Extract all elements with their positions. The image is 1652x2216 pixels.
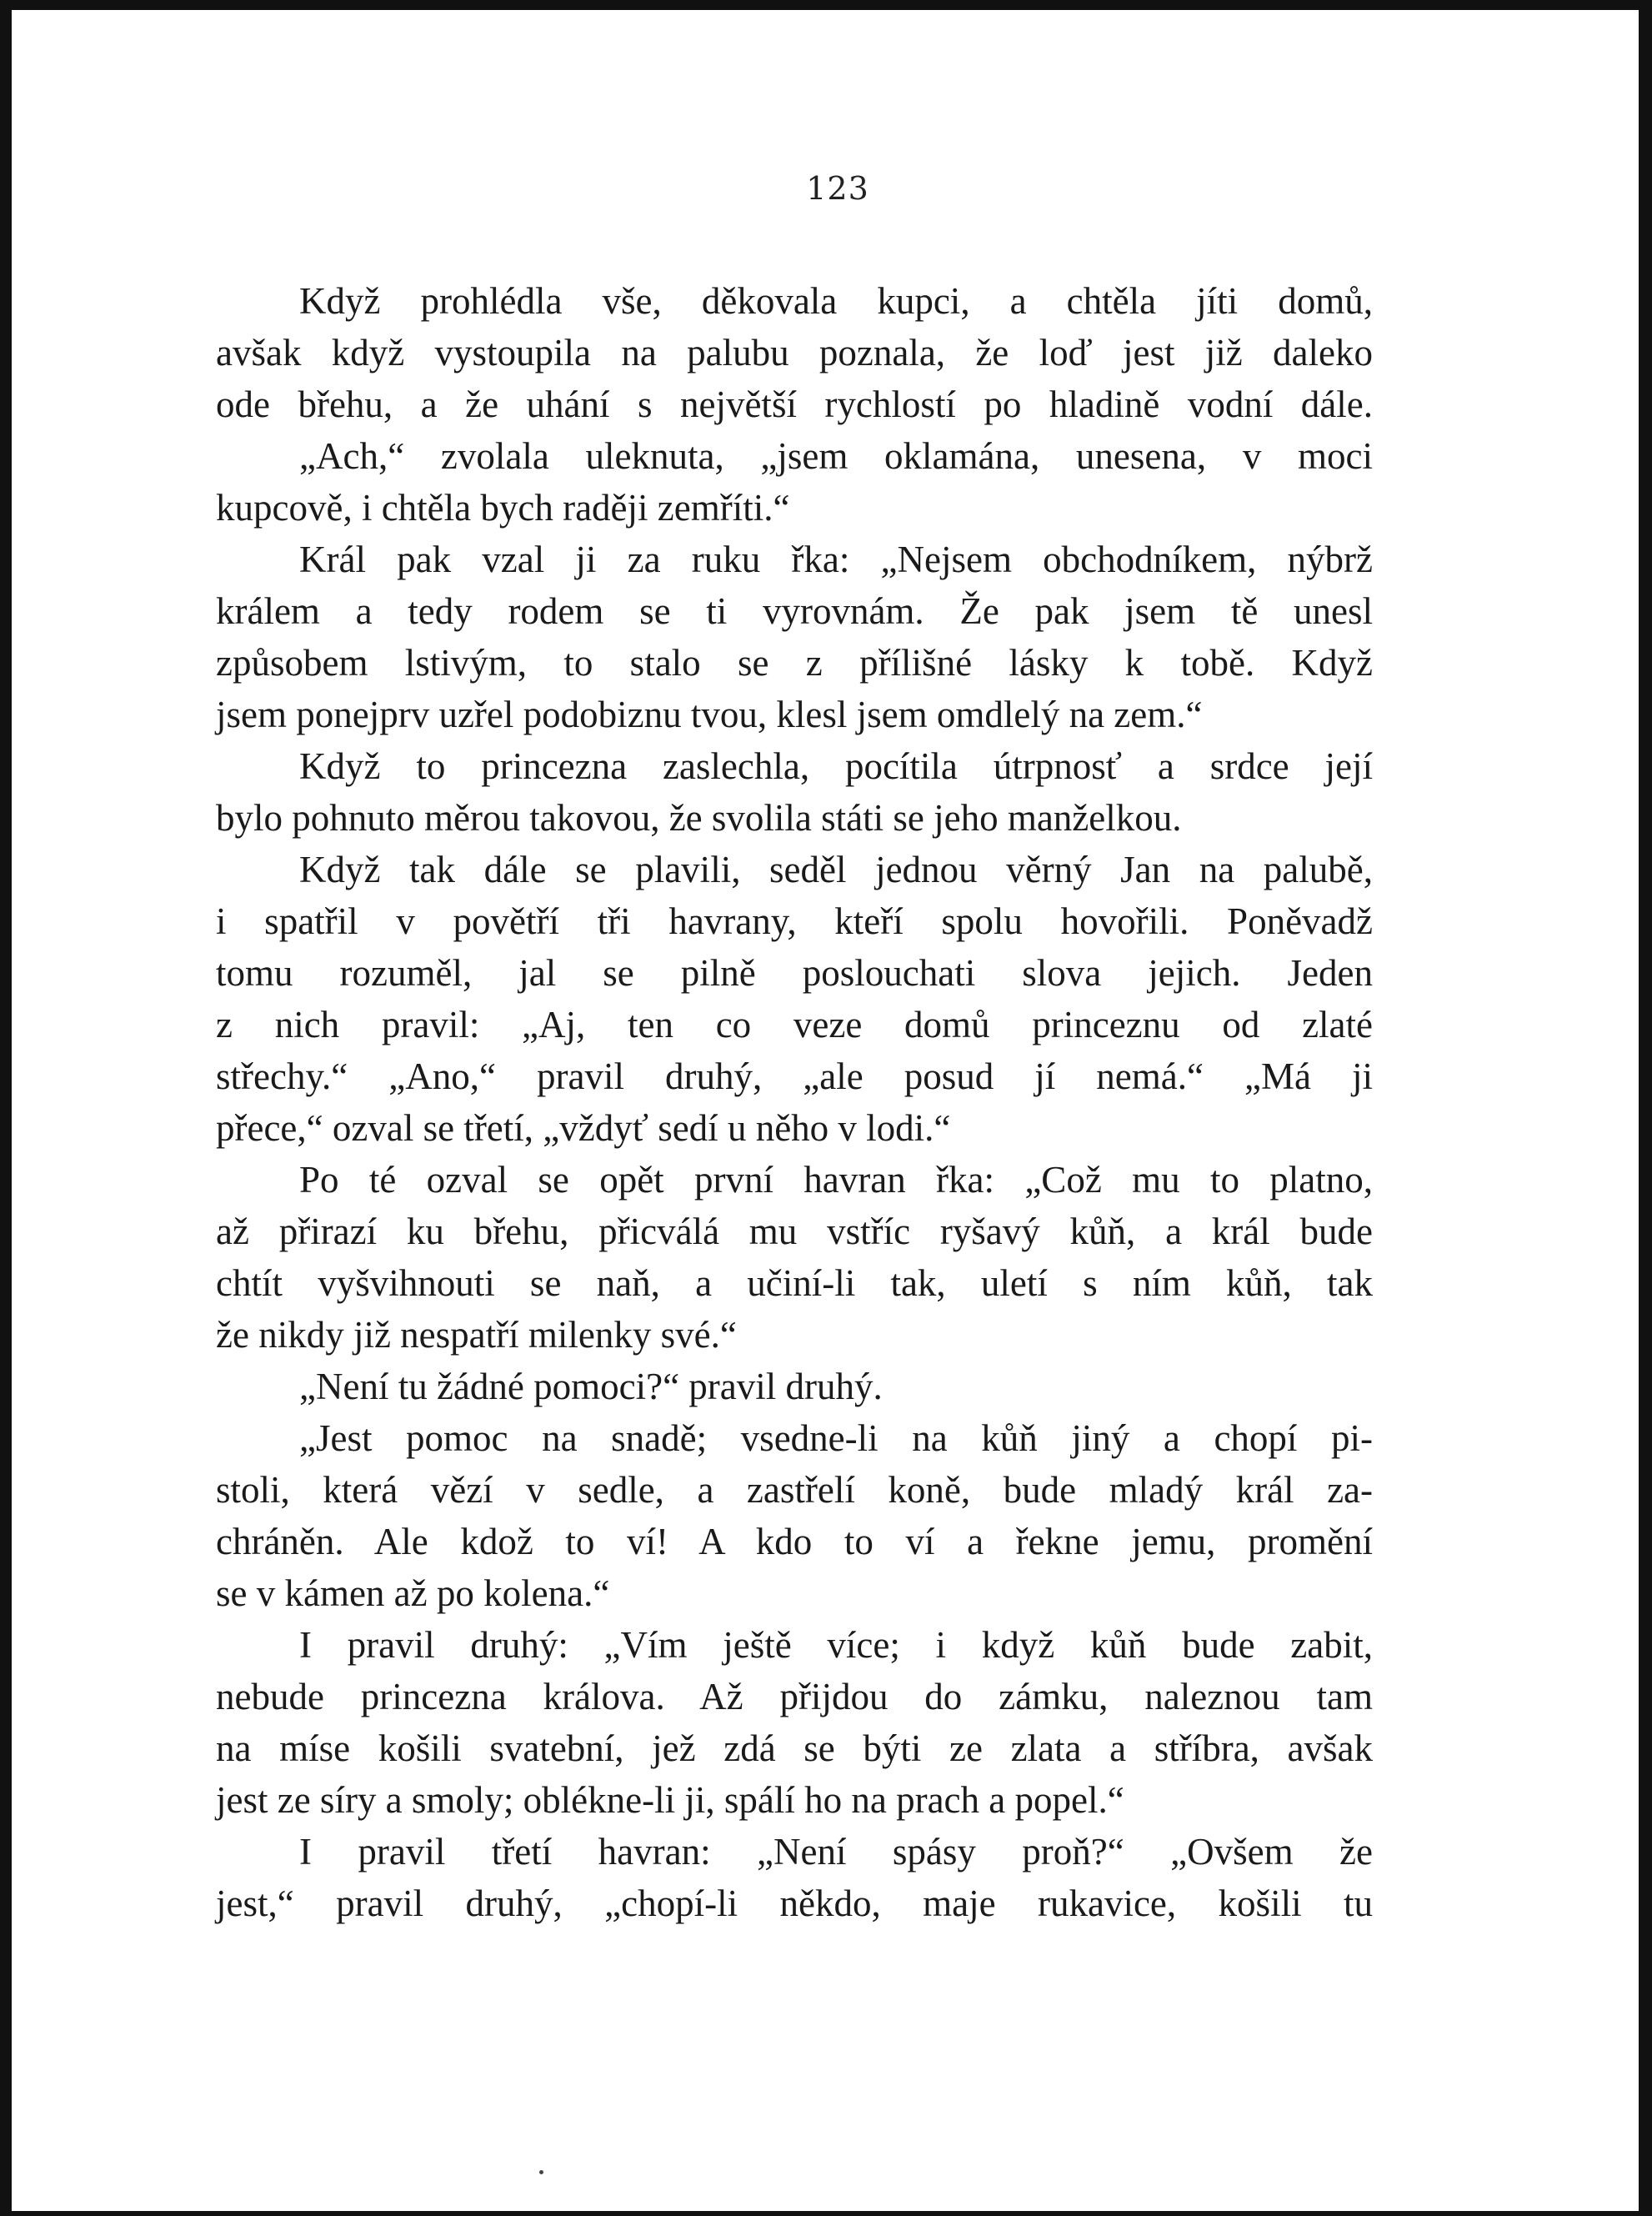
text-line: tomu rozuměl, jal se pilně poslouchati slova jejich. Jeden [216,952,1373,994]
text-line: se v kámen až po kolena.“ [216,1572,610,1614]
text-line: I pravil třetí havran: „Není spásy proň?“ „Ovšem že [299,1831,1373,1873]
text-line: Když prohlédla vše, děkovala kupci, a chtěla jíti domů, [299,280,1373,322]
text-line: bylo pohnuto měrou takovou, že svolila státi se jeho manželkou. [216,797,1182,839]
text-line: i spatřil v povětří tři havrany, kteří spolu hovořili. Poněvadž [216,900,1373,942]
text-line: králem a tedy rodem se ti vyrovnám. Že pak jsem tě unesl [216,590,1373,632]
text-line: způsobem lstivým, to stalo se z přílišné lásky k tobě. Když [216,642,1373,684]
text-line: chtít vyšvihnouti se naň, a učiní-li tak, uletí s ním kůň, tak [216,1262,1373,1304]
text-line: že nikdy již nespatří milenky své.“ [216,1314,737,1356]
text-line: „Není tu žádné pomoci?“ pravil druhý. [299,1366,883,1407]
text-line: ode břehu, a že uhání s největší rychlostí po hladině vodní dále. [216,384,1373,425]
page-number: 123 [806,170,869,207]
text-line: chráněn. Ale kdož to ví! A kdo to ví a řekne jemu, promění [216,1521,1373,1562]
text-line: Král pak vzal ji za ruku řka: „Nejsem obchodníkem, nýbrž [299,539,1373,580]
text-line: na míse košili svatební, jež zdá se býti ze zlata a stříbra, avšak [216,1727,1373,1769]
text-line: střechy.“ „Ano,“ pravil druhý, „ale posud jí nemá.“ „Má ji [216,1055,1373,1097]
text-line: „Ach,“ zvolala uleknuta, „jsem oklamána, unesena, v moci [299,435,1373,477]
scan-speck [539,2170,543,2174]
text-line: jest ze síry a smoly; oblékne-li ji, spálí ho na prach a popel.“ [216,1779,1124,1821]
body-text [216,275,1373,1929]
text-line: jest,“ pravil druhý, „chopí-li někdo, maje rukavice, košili tu [216,1883,1373,1924]
text-line: kupcově, i chtěla bych raději zemříti.“ [216,487,790,529]
text-line: z nich pravil: „Aj, ten co veze domů princeznu od zlaté [216,1004,1373,1045]
text-line: avšak když vystoupila na palubu poznala, že loď jest již daleko [216,332,1373,374]
text-line: „Jest pomoc na snadě; vsedne-li na kůň jiný a chopí pi- [299,1417,1373,1459]
text-line: přece,“ ozval se třetí, „vždyť sedí u něho v lodi.“ [216,1107,951,1149]
text-line: Po té ozval se opět první havran řka: „Což mu to platno, [299,1159,1373,1201]
text-line: nebude princezna králova. Až přijdou do zámku, naleznou tam [216,1676,1373,1717]
text-line: stoli, která vězí v sedle, a zastřelí koně, bude mladý král za- [216,1469,1373,1511]
text-line: Když to princezna zaslechla, pocítila útrpnosť a srdce její [299,745,1373,787]
text-line: jsem ponejprv uzřel podobiznu tvou, klesl jsem omdlelý na zem.“ [216,694,1203,735]
text-line: až přirazí ku břehu, přicválá mu vstříc ryšavý kůň, a král bude [216,1211,1373,1252]
text-line: Když tak dále se plavili, seděl jednou věrný Jan na palubě, [299,849,1373,890]
text-line: I pravil druhý: „Vím ještě více; i když kůň bude zabit, [299,1624,1373,1666]
